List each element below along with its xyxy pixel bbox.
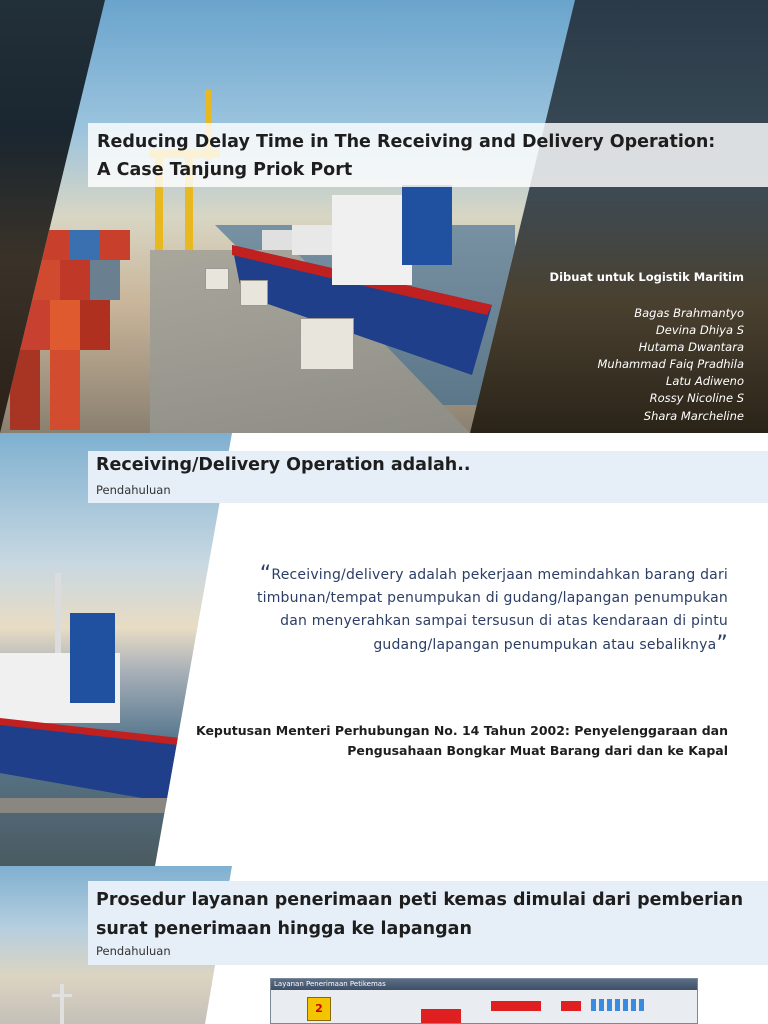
author-list (597, 305, 744, 425)
process-block (561, 1001, 581, 1011)
slot-marker (615, 999, 620, 1011)
presentation-subtitle: Dibuat untuk Logistik Maritim (549, 270, 744, 284)
process-block (491, 1001, 541, 1011)
step-number-badge: 2 (307, 997, 331, 1021)
slot-marker (599, 999, 604, 1011)
screenshot-title: Layanan Penerimaan Petikemas (271, 979, 697, 990)
process-block (421, 1009, 461, 1024)
cargo-ship (232, 185, 492, 375)
slot-marker (639, 999, 644, 1011)
presentation-title (97, 128, 715, 184)
slot-marker (631, 999, 636, 1011)
author-name: Muhammad Faiq Pradhila (597, 357, 744, 372)
slot-marker (607, 999, 612, 1011)
truck (300, 318, 354, 370)
slide-title: Prosedur layanan penerimaan peti kemas dimulai dari pemberian surat penerimaan hingga ke lapangan (96, 890, 744, 939)
ship-mast (50, 984, 74, 1024)
truck (205, 268, 229, 290)
title-line-1: Reducing Delay Time in The Receiving and Delivery Operation: (97, 132, 716, 152)
procedure-slide (0, 866, 768, 1024)
title-line-2: A Case Tanjung Priok Port (97, 160, 353, 180)
slot-marker (623, 999, 628, 1011)
title-slide (0, 0, 768, 433)
author-name: Shara Marcheline (643, 408, 744, 423)
quote-open-mark: “ (259, 562, 272, 587)
slide-title: Receiving/Delivery Operation adalah.. (96, 455, 471, 475)
quote-reference: Keputusan Menteri Perhubungan No. 14 Tahun 2002: Penyelenggaraan dan Pengusahaan Bongkar Muat Barang dari dan ke Kapal (195, 723, 728, 758)
author-name: Devina Dhiya S (655, 323, 744, 338)
cargo-ship (0, 573, 180, 813)
procedure-screenshot (270, 978, 698, 1024)
definition-slide (0, 433, 768, 866)
author-name: Latu Adiweno (665, 374, 744, 389)
truck (240, 280, 268, 306)
definition-quote (228, 563, 728, 657)
author-name: Bagas Brahmantyo (634, 306, 744, 320)
author-name: Hutama Dwantara (638, 340, 744, 355)
section-label: Pendahuluan (96, 944, 171, 958)
author-name: Rossy Nicoline S (649, 391, 744, 406)
quote-text: Receiving/delivery adalah pekerjaan memindahkan barang dari timbunan/tempat penumpukan di gudang/lapangan penumpukan dan menyerahkan sampai tersusun di atas kendaraan di pintu gudang/lapangan penumpukan atau sebaliknya (256, 567, 728, 653)
slot-marker (591, 999, 596, 1011)
section-label: Pendahuluan (96, 483, 171, 497)
quote-close-mark: ” (716, 632, 728, 657)
